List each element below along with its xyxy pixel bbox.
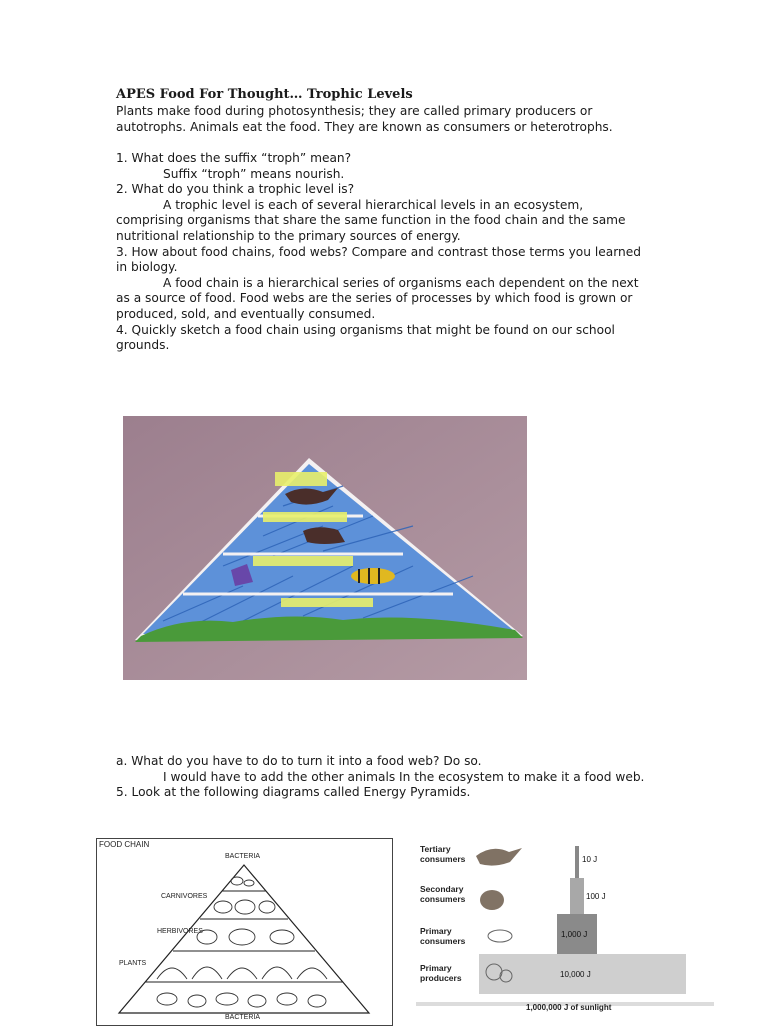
energy-primary-consumers-value: 1,000 J (561, 930, 588, 939)
food-chain-bottom-bacteria: BACTERIA (225, 1014, 261, 1021)
food-chain-plants: PLANTS (119, 960, 147, 967)
level-producers-label: Primary producers (420, 963, 462, 983)
grasshopper-icon (488, 930, 512, 942)
food-chain-sketch-photo (123, 416, 527, 680)
answer-a: I would have to add the other animals In the ecosystem to make it a food web. (163, 769, 645, 784)
sketch-drawing (123, 416, 527, 680)
answer-2: A trophic level is each of several hierarchical levels in an ecosystem, comprising organisms that share the same function in the food chain and the same nutritional relationship to the primary sources of energy. (116, 197, 626, 243)
question-4: 4. Quickly sketch a food chain using organisms that might be found on our school grounds. (116, 322, 615, 353)
food-web-block (116, 754, 646, 801)
question-1: 1. What does the suffix “troph” mean? (116, 151, 352, 165)
document-title: APES Food For Thought… Trophic Levels (116, 87, 413, 102)
food-chain-carnivores: CARNIVORES (161, 893, 208, 900)
sunlight-label: 1,000,000 J of sunlight (526, 1003, 612, 1012)
question-2: 2. What do you think a trophic level is? (116, 182, 355, 197)
question-3: 3. How about food chains, food webs? Compare and contrast those terms you learned in biology. (116, 244, 641, 275)
level-primary-consumers-label: Primary consumers (420, 926, 466, 946)
intro-text: Plants make food during photosynthesis; they are called primary producers or autotrophs. Animals eat the food. They are known as consumers or heterotrophs. (116, 104, 613, 134)
bar-tertiary-consumers (575, 846, 579, 878)
energy-pyramid-diagram (414, 838, 716, 1024)
answer-1: Suffix “troph” means nourish. (163, 166, 345, 181)
food-chain-title: FOOD CHAIN (99, 840, 150, 849)
question-a: a. What do you have to do to turn it into a food web? Do so. (116, 754, 482, 768)
level-tertiary-label: Tertiary consumers (420, 844, 466, 864)
eagle-icon (476, 848, 522, 866)
level-secondary-label: Secondary consumers (420, 884, 466, 904)
question-5: 5. Look at the following diagrams called Energy Pyramids. (116, 785, 471, 800)
energy-producers-value: 10,000 J (560, 970, 591, 979)
energy-secondary-value: 100 J (586, 892, 606, 901)
energy-tertiary-value: 10 J (582, 855, 598, 864)
food-chain-top-bacteria: BACTERIA (225, 853, 261, 860)
food-chain-diagram (96, 838, 393, 1026)
intro-paragraph (116, 104, 646, 135)
food-chain-pyramid (97, 839, 392, 1025)
questions-block (116, 151, 646, 354)
bar-secondary-consumers (570, 878, 584, 914)
mouse-icon (480, 890, 504, 910)
food-chain-herbivores: HERBIVORES (157, 928, 203, 935)
answer-3: A food chain is a hierarchical series of organisms each dependent on the next as a source of food. Food webs are the series of processes by which food is grown or produced, sold, and eventually consumed. (116, 275, 639, 321)
